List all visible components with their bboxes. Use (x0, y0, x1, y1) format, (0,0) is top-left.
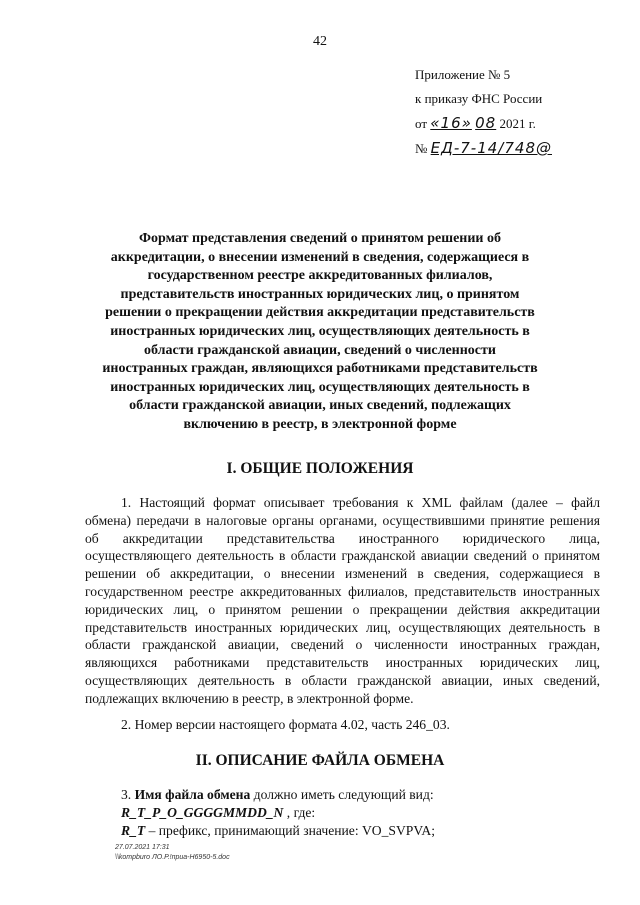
section-2-heading: II. ОПИСАНИЕ ФАЙЛА ОБМЕНА (195, 752, 445, 769)
order-number: ЕД-7-14/748@ (430, 139, 552, 157)
footer-timestamp: 27.07.2021 17:31 (115, 844, 170, 851)
date-day: «16» (430, 114, 472, 132)
footer-meta (115, 843, 230, 863)
item-3-bold: Имя файла обмена (134, 787, 251, 802)
appendix-order-ref: к приказу ФНС России (415, 91, 543, 106)
appendix-title: Приложение № 5 (415, 67, 511, 82)
item-3-line (85, 786, 600, 804)
document-title: Формат представления сведений о принятом решении об аккредитации, о внесении изменений в сведения, содержащиеся в государственном реестре аккредитованных филиалов, представительств иностранных юридических лиц, о принятом решении о прекращении действия аккредитации представительств иностранных юридических лиц, осуществляющих деятельность в области гражданской авиации, сведений о численности иностранных граждан, являющихся работниками представительств иностранных юридических лиц, осуществляющих деятельность в области гражданской авиации, иных сведений, подлежащих включению в реестр, в электронной форме (102, 231, 538, 432)
section-1-paragraph-1 (85, 494, 600, 708)
section-2-body (85, 786, 600, 839)
prefix-line (85, 822, 600, 840)
footer-filepath: \\kompburo ЛО.Р.!приа-Н6950-5.doc (115, 854, 230, 861)
date-year: 2021 г. (499, 116, 536, 131)
filename-suffix: , где: (283, 804, 316, 820)
section-1-paragraph-2 (85, 716, 600, 734)
page-number: 42 (313, 34, 327, 49)
item-3-prefix: 3. (121, 787, 135, 802)
prefix-desc: – префикс, принимающий значение: VO_SVPVA; (145, 822, 436, 838)
number-prefix: № (415, 141, 428, 156)
filename-pattern: R_T_P_O_GGGGMMDD_N (121, 804, 284, 820)
prefix-term: R_T (121, 822, 146, 838)
paragraph-1-text: 1. Настоящий формат описывает требования к XML файлам (далее – файл обмена) передачи в налоговые органы органами, осуществившими принятие решения об аккредитации представительства иностранного юридического лица, осуществляющего деятельность в области гражданской авиации сведений о принятом решении об аккредитации, о внесении изменений в сведения, содержащиеся в государственном реестре аккредитованных филиалов, представительств иностранных юридических лиц, о принятом решении о прекращении действия аккредитации представительств иностранных юридических лиц, осуществляющих деятельность в области гражданской авиации, сведений о численности иностранных граждан, являющихся работниками представительств иностранных юридических лиц, осуществляющих деятельность в области гражданской авиации, иных сведений, подлежащих включению в реестр, в электронной форме. (85, 495, 600, 706)
appendix-date (415, 111, 625, 136)
date-prefix: от (415, 116, 428, 131)
appendix-block (415, 63, 625, 161)
date-month: 08 (475, 114, 497, 132)
item-3-rest: должно иметь следующий вид: (250, 787, 434, 802)
filename-pattern-line (85, 804, 600, 822)
section-1-heading: I. ОБЩИЕ ПОЛОЖЕНИЯ (226, 460, 414, 477)
paragraph-2-text: 2. Номер версии настоящего формата 4.02, часть 246_03. (121, 717, 450, 732)
appendix-number (415, 136, 625, 161)
